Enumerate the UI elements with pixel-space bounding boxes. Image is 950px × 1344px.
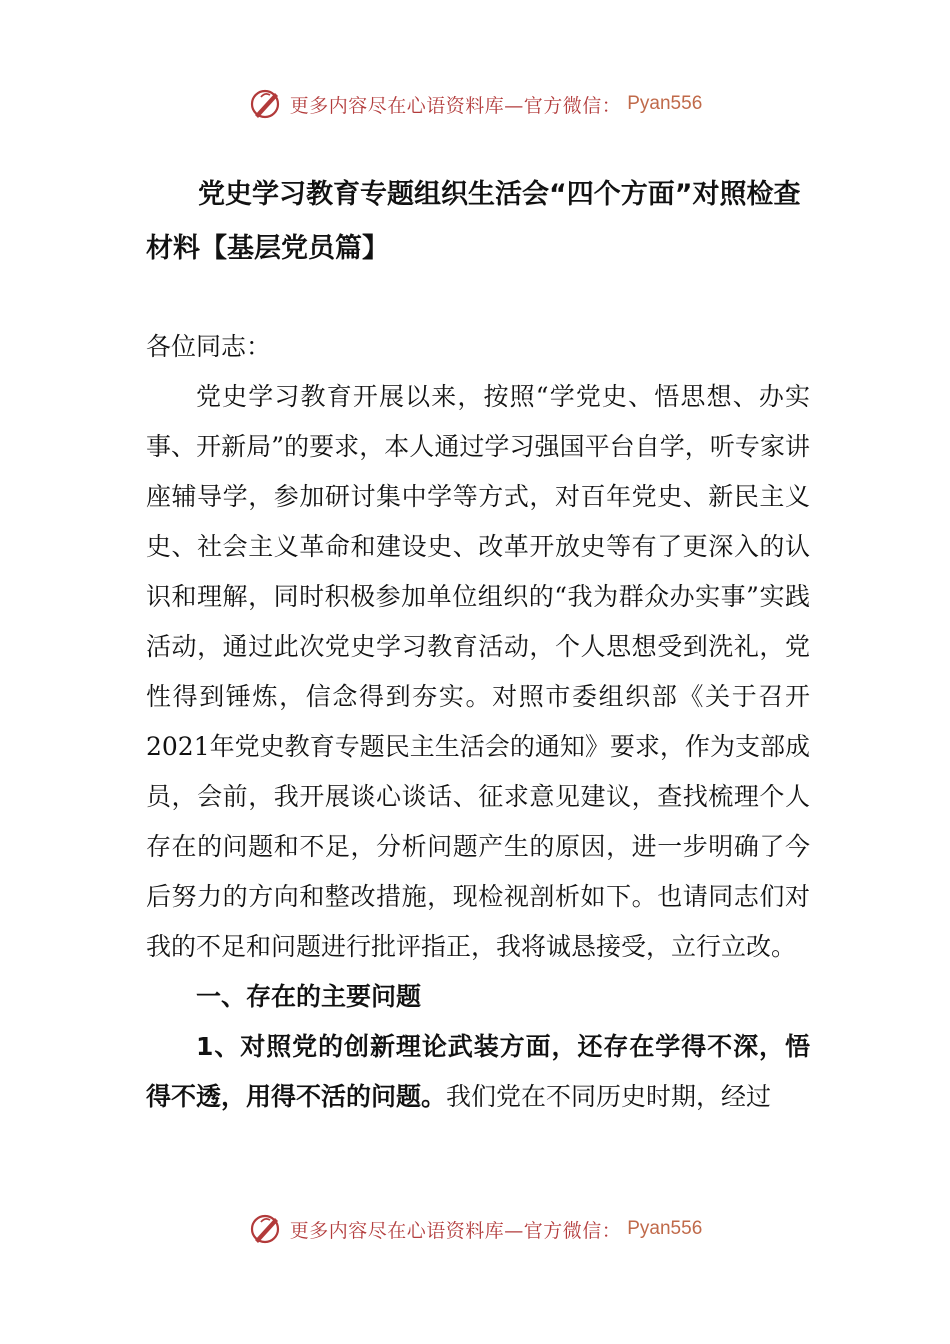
salutation: 各位同志： [146, 332, 272, 361]
document-body [146, 322, 810, 1122]
title-line-2: 材料【基层党员篇】 [146, 233, 389, 264]
pen-logo-icon [248, 86, 284, 122]
document-title [146, 168, 810, 276]
watermark-brand [248, 1211, 703, 1247]
watermark-text: 更多内容尽在心语资料库—官方微信： [289, 94, 622, 117]
paragraph-intro: 党史学习教育开展以来，按照“学党史、悟思想、办实事、开新局”的要求，本人通过学习强国平台自学，听专家讲座辅导学，参加研讨集中学等方式，对百年党史、新民主义史、社会主义革命和建设史、改革开放史等有了更深入的认识和理解，同时积极参加单位组织的“我为群众办实事”实践活动，通过此次党史学习教育活动，个人思想受到洗礼，党性得到锤炼，信念得到夯实。对照市委组织部《关于召开2021年党史教育专题民主生活会的通知》要求，作为支部成员，会前，我开展谈心谈话、征求意见建议，查找梳理个人存在的问题和不足，分析问题产生的原因，进一步明确了今后努力的方向和整改措施，现检视剖析如下。也请同志们对我的不足和问题进行批评指正，我将诚恳接受，立行立改。 [146, 382, 810, 961]
paragraph-item-1 [146, 1022, 810, 1122]
section-heading-problems: 一、存在的主要问题 [196, 982, 422, 1011]
watermark-text: 更多内容尽在心语资料库—官方微信： [289, 1219, 622, 1242]
watermark-header [0, 84, 950, 124]
title-line-1: 党史学习教育专题组织生活会“四个方面”对照检查 [198, 179, 801, 210]
watermark-footer [0, 1209, 950, 1249]
watermark-brand [248, 86, 703, 122]
watermark-wechat-id: Pyan556 [627, 1218, 703, 1239]
item-1-lead: 1、对照党的创新理论武装方面，还存在学得不深，悟得不透，用得不活的问题。 [146, 1032, 810, 1111]
watermark-wechat-id: Pyan556 [627, 93, 703, 114]
item-1-text: 我们党在不同历史时期，经过 [446, 1082, 772, 1111]
pen-logo-icon [248, 1211, 284, 1247]
